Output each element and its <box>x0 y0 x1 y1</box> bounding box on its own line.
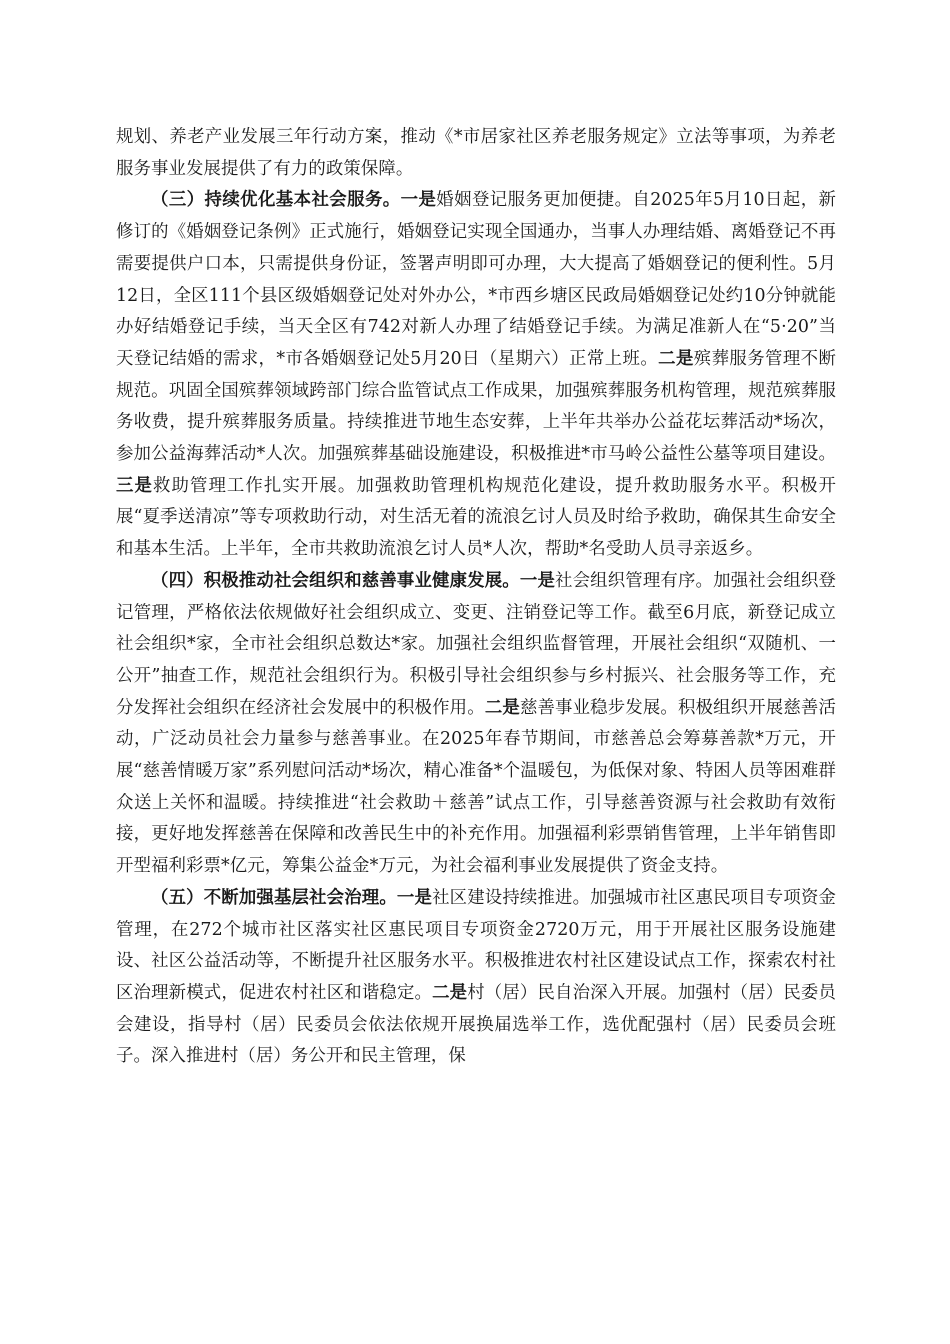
item-marker: 二是 <box>484 697 520 718</box>
paragraph-text: 社会组织管理有序。加强社会组织登记管理，严格依法依规做好社会组织成立、变更、注销登记等工作。截至6月底，新登记成立社会组织*家，全市社会组织总数达*家。加强社会组织监督管理，开展社会组织“双随机、一公开”抽查工作，规范社会组织行为。积极引导社会组织参与乡村振兴、社会服务等工作，充分发挥社会组织在经济社会发展中的积极作用。 <box>116 570 837 718</box>
item-marker: 二是 <box>432 982 468 1003</box>
paragraph-text: 婚姻登记服务更加便捷。自2025年5月10日起，新修订的《婚姻登记条例》正式施行，婚姻登记实现全国通办，当事人办理结婚、离婚登记不再需要提供户口本，只需提供身份证，签署声明即可办理，大大提高了婚姻登记的便利性。5月12日，全区111个县区级婚姻登记处对外办公，*市西乡塘区民政局婚姻登记处约10分钟就能办好结婚登记手续，当天全区有742对新人办理了结婚登记手续。为满足准新人在“5·20”当天登记结婚的需求，*市各婚姻登记处5月20日（星期六）正常上班。 <box>116 190 837 369</box>
item-marker: 二是 <box>658 348 694 369</box>
item-marker: 一是 <box>396 887 433 908</box>
item-marker: 三是 <box>116 475 153 496</box>
item-marker: 一是 <box>519 570 556 591</box>
paragraph-section-3 <box>116 185 836 565</box>
section-heading: （三）持续优化基本社会服务。 <box>151 190 401 211</box>
item-marker: 一是 <box>400 190 437 211</box>
paragraph-text: 村（居）民自治深入开展。加强村（居）民委员会建设，指导村（居）民委员会依法依规开展换届选举工作，选优配强村（居）民委员会班子。深入推进村（居）务公开和民主管理，保 <box>116 982 836 1067</box>
paragraph-intro <box>116 122 836 185</box>
section-heading: （四）积极推动社会组织和慈善事业健康发展。 <box>151 570 520 591</box>
paragraph-text: 规划、养老产业发展三年行动方案，推动《*市居家社区养老服务规定》立法等事项，为养老服务事业发展提供了有力的政策保障。 <box>116 127 836 179</box>
paragraph-text: 救助管理工作扎实开展。加强救助管理机构规范化建设，提升救助服务水平。积极开展“夏季送清凉”等专项救助行动，对生活无着的流浪乞讨人员及时给予救助，确保其生命安全和基本生活。上半年，全市共救助流浪乞讨人员*人次，帮助*名受助人员寻亲返乡。 <box>116 475 836 560</box>
section-heading: （五）不断加强基层社会治理。 <box>151 887 397 908</box>
document-page <box>116 122 836 1073</box>
paragraph-text: 慈善事业稳步发展。积极组织开展慈善活动，广泛动员社会力量参与慈善事业。在2025年春节期间，市慈善总会筹募善款*万元，开展“慈善情暖万家”系列慰问活动*场次，精心准备*个温暖包，为低保对象、特困人员等困难群众送上关怀和温暖。持续推进“社会救助＋慈善”试点工作，引导慈善资源与社会救助有效衔接，更好地发挥慈善在保障和改善民生中的补充作用。加强福利彩票销售管理，上半年销售即开型福利彩票*亿元，筹集公益金*万元，为社会福利事业发展提供了资金支持。 <box>116 697 836 877</box>
paragraph-text: 殡葬服务管理不断规范。巩固全国殡葬领域跨部门综合监管试点工作成果，加强殡葬服务机构管理，规范殡葬服务收费，提升殡葬服务质量。持续推进节地生态安葬，上半年共举办公益花坛葬活动*场次，参加公益海葬活动*人次。加强殡葬基础设施建设，积极推进*市马岭公益性公墓等项目建设。 <box>116 348 836 465</box>
paragraph-text: 社区建设持续推进。加强城市社区惠民项目专项资金管理，在272个城市社区落实社区惠民项目专项资金2720万元，用于开展社区服务设施建设、社区公益活动等，不断提升社区服务水平。积极推进农村社区建设试点工作，探索农村社区治理新模式，促进农村社区和谐稳定。 <box>116 887 836 1003</box>
paragraph-section-4 <box>116 566 836 883</box>
paragraph-section-5 <box>116 883 836 1073</box>
